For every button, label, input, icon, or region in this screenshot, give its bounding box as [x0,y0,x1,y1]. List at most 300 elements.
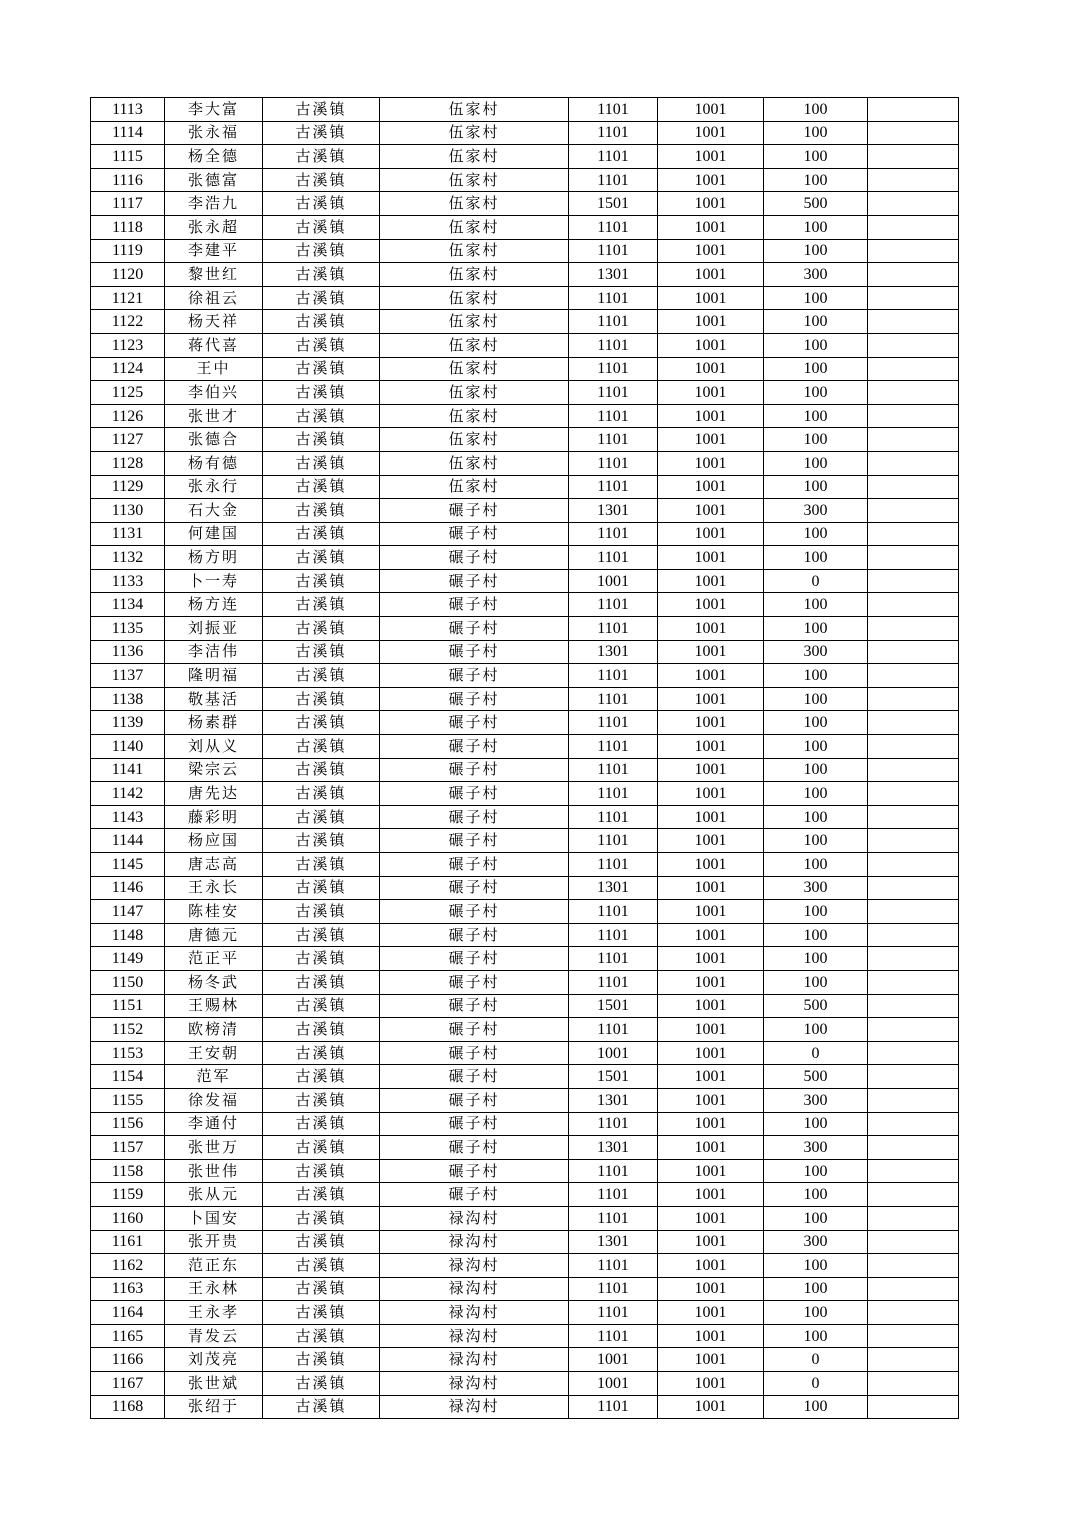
row-number-cell: 1168 [91,1395,165,1419]
note-cell [868,593,959,617]
value-b-cell: 1001 [658,333,764,357]
row-number-cell: 1121 [91,286,165,310]
town-cell: 古溪镇 [263,1324,380,1348]
row-number-cell: 1130 [91,499,165,523]
row-number-cell: 1156 [91,1112,165,1136]
row-number-cell: 1137 [91,664,165,688]
difference-cell: 100 [764,121,868,145]
value-b-cell: 1001 [658,428,764,452]
note-cell [868,876,959,900]
town-cell: 古溪镇 [263,758,380,782]
village-cell: 伍家村 [380,381,569,405]
value-b-cell: 1001 [658,145,764,169]
value-a-cell: 1101 [569,546,658,570]
town-cell: 古溪镇 [263,805,380,829]
difference-cell: 100 [764,381,868,405]
difference-cell: 100 [764,357,868,381]
name-cell: 张世斌 [165,1372,263,1396]
value-b-cell: 1001 [658,1301,764,1325]
name-cell: 杨冬武 [165,970,263,994]
village-cell: 碾子村 [380,640,569,664]
row-number-cell: 1145 [91,853,165,877]
note-cell [868,923,959,947]
note-cell [868,1206,959,1230]
difference-cell: 100 [764,617,868,641]
difference-cell: 100 [764,853,868,877]
table-row [91,239,959,263]
note-cell [868,1301,959,1325]
table-row [91,1065,959,1089]
row-number-cell: 1128 [91,451,165,475]
difference-cell: 0 [764,569,868,593]
name-cell: 杨天祥 [165,310,263,334]
name-cell: 卜国安 [165,1206,263,1230]
value-a-cell: 1101 [569,1324,658,1348]
value-b-cell: 1001 [658,900,764,924]
table-row [91,711,959,735]
value-b-cell: 1001 [658,1065,764,1089]
row-number-cell: 1126 [91,404,165,428]
village-cell: 碾子村 [380,853,569,877]
note-cell [868,1088,959,1112]
value-a-cell: 1101 [569,428,658,452]
difference-cell: 100 [764,1324,868,1348]
table-row [91,310,959,334]
village-cell: 禄沟村 [380,1230,569,1254]
value-b-cell: 1001 [658,1348,764,1372]
town-cell: 古溪镇 [263,876,380,900]
difference-cell: 100 [764,475,868,499]
value-b-cell: 1001 [658,381,764,405]
table-row [91,381,959,405]
town-cell: 古溪镇 [263,192,380,216]
difference-cell: 100 [764,1018,868,1042]
difference-cell: 500 [764,192,868,216]
village-cell: 碾子村 [380,711,569,735]
name-cell: 王永林 [165,1277,263,1301]
town-cell: 古溪镇 [263,239,380,263]
row-number-cell: 1146 [91,876,165,900]
name-cell: 李建平 [165,239,263,263]
town-cell: 古溪镇 [263,428,380,452]
value-b-cell: 1001 [658,239,764,263]
table-row [91,664,959,688]
note-cell [868,381,959,405]
village-cell: 碾子村 [380,782,569,806]
note-cell [868,333,959,357]
value-a-cell: 1101 [569,357,658,381]
table-row [91,1206,959,1230]
name-cell: 王安朝 [165,1041,263,1065]
note-cell [868,687,959,711]
note-cell [868,1018,959,1042]
town-cell: 古溪镇 [263,98,380,122]
value-a-cell: 1101 [569,1112,658,1136]
table-row [91,263,959,287]
value-b-cell: 1001 [658,711,764,735]
difference-cell: 300 [764,1088,868,1112]
table-row [91,451,959,475]
value-b-cell: 1001 [658,1206,764,1230]
value-b-cell: 1001 [658,121,764,145]
town-cell: 古溪镇 [263,1395,380,1419]
value-b-cell: 1001 [658,1041,764,1065]
table-row [91,1230,959,1254]
name-cell: 王中 [165,357,263,381]
note-cell [868,168,959,192]
row-number-cell: 1136 [91,640,165,664]
table-row [91,1018,959,1042]
value-a-cell: 1101 [569,664,658,688]
difference-cell: 100 [764,687,868,711]
town-cell: 古溪镇 [263,900,380,924]
village-cell: 伍家村 [380,310,569,334]
name-cell: 唐志高 [165,853,263,877]
name-cell: 唐德元 [165,923,263,947]
row-number-cell: 1152 [91,1018,165,1042]
value-b-cell: 1001 [658,522,764,546]
table-row [91,1324,959,1348]
note-cell [868,263,959,287]
value-a-cell: 1101 [569,1183,658,1207]
name-cell: 敬基活 [165,687,263,711]
value-a-cell: 1101 [569,853,658,877]
difference-cell: 100 [764,805,868,829]
value-a-cell: 1101 [569,829,658,853]
note-cell [868,1183,959,1207]
row-number-cell: 1115 [91,145,165,169]
note-cell [868,640,959,664]
name-cell: 梁宗云 [165,758,263,782]
value-b-cell: 1001 [658,617,764,641]
value-a-cell: 1101 [569,98,658,122]
note-cell [868,782,959,806]
row-number-cell: 1124 [91,357,165,381]
row-number-cell: 1135 [91,617,165,641]
note-cell [868,1112,959,1136]
village-cell: 伍家村 [380,145,569,169]
difference-cell: 100 [764,1301,868,1325]
difference-cell: 100 [764,1183,868,1207]
village-cell: 碾子村 [380,664,569,688]
value-b-cell: 1001 [658,994,764,1018]
value-a-cell: 1101 [569,310,658,334]
value-b-cell: 1001 [658,1254,764,1278]
note-cell [868,1065,959,1089]
value-b-cell: 1001 [658,263,764,287]
row-number-cell: 1141 [91,758,165,782]
town-cell: 古溪镇 [263,168,380,192]
town-cell: 古溪镇 [263,664,380,688]
village-cell: 碾子村 [380,1112,569,1136]
value-b-cell: 1001 [658,593,764,617]
row-number-cell: 1125 [91,381,165,405]
table-row [91,98,959,122]
village-cell: 碾子村 [380,1136,569,1160]
difference-cell: 100 [764,664,868,688]
value-b-cell: 1001 [658,1183,764,1207]
table-row [91,853,959,877]
table-row [91,1136,959,1160]
table-row [91,1277,959,1301]
village-cell: 碾子村 [380,569,569,593]
note-cell [868,1372,959,1396]
row-number-cell: 1120 [91,263,165,287]
row-number-cell: 1155 [91,1088,165,1112]
value-a-cell: 1101 [569,923,658,947]
name-cell: 刘茂亮 [165,1348,263,1372]
value-b-cell: 1001 [658,168,764,192]
value-a-cell: 1101 [569,593,658,617]
note-cell [868,239,959,263]
value-a-cell: 1101 [569,947,658,971]
note-cell [868,664,959,688]
difference-cell: 100 [764,782,868,806]
town-cell: 古溪镇 [263,1183,380,1207]
town-cell: 古溪镇 [263,357,380,381]
name-cell: 张永福 [165,121,263,145]
row-number-cell: 1142 [91,782,165,806]
value-a-cell: 1501 [569,192,658,216]
town-cell: 古溪镇 [263,522,380,546]
village-cell: 碾子村 [380,1041,569,1065]
value-a-cell: 1101 [569,1395,658,1419]
table-row [91,286,959,310]
value-b-cell: 1001 [658,310,764,334]
town-cell: 古溪镇 [263,1041,380,1065]
town-cell: 古溪镇 [263,546,380,570]
value-b-cell: 1001 [658,1018,764,1042]
table-row [91,994,959,1018]
name-cell: 张从元 [165,1183,263,1207]
town-cell: 古溪镇 [263,145,380,169]
row-number-cell: 1163 [91,1277,165,1301]
village-cell: 碾子村 [380,876,569,900]
note-cell [868,758,959,782]
name-cell: 李伯兴 [165,381,263,405]
note-cell [868,404,959,428]
village-cell: 禄沟村 [380,1254,569,1278]
row-number-cell: 1161 [91,1230,165,1254]
note-cell [868,215,959,239]
table-row [91,1159,959,1183]
difference-cell: 300 [764,263,868,287]
village-cell: 碾子村 [380,546,569,570]
value-b-cell: 1001 [658,192,764,216]
value-a-cell: 1101 [569,215,658,239]
table-row [91,1301,959,1325]
table-row [91,215,959,239]
town-cell: 古溪镇 [263,1136,380,1160]
table-row [91,947,959,971]
value-b-cell: 1001 [658,947,764,971]
note-cell [868,853,959,877]
table-row [91,1088,959,1112]
value-b-cell: 1001 [658,1136,764,1160]
difference-cell: 100 [764,451,868,475]
name-cell: 徐发福 [165,1088,263,1112]
town-cell: 古溪镇 [263,310,380,334]
note-cell [868,1041,959,1065]
row-number-cell: 1147 [91,900,165,924]
difference-cell: 100 [764,947,868,971]
table-row [91,1112,959,1136]
difference-cell: 100 [764,1206,868,1230]
village-cell: 伍家村 [380,121,569,145]
table-row [91,923,959,947]
difference-cell: 100 [764,522,868,546]
town-cell: 古溪镇 [263,475,380,499]
row-number-cell: 1149 [91,947,165,971]
row-number-cell: 1131 [91,522,165,546]
village-cell: 碾子村 [380,970,569,994]
name-cell: 杨全德 [165,145,263,169]
note-cell [868,121,959,145]
village-cell: 碾子村 [380,758,569,782]
value-a-cell: 1101 [569,475,658,499]
table-row [91,192,959,216]
value-a-cell: 1101 [569,1159,658,1183]
village-cell: 伍家村 [380,451,569,475]
value-b-cell: 1001 [658,640,764,664]
name-cell: 张绍于 [165,1395,263,1419]
data-table [90,97,959,1419]
table-row [91,522,959,546]
village-cell: 碾子村 [380,1159,569,1183]
note-cell [868,357,959,381]
difference-cell: 100 [764,546,868,570]
town-cell: 古溪镇 [263,1301,380,1325]
name-cell: 刘振亚 [165,617,263,641]
value-a-cell: 1101 [569,1277,658,1301]
value-a-cell: 1501 [569,1065,658,1089]
value-b-cell: 1001 [658,98,764,122]
row-number-cell: 1114 [91,121,165,145]
row-number-cell: 1122 [91,310,165,334]
town-cell: 古溪镇 [263,286,380,310]
row-number-cell: 1116 [91,168,165,192]
value-b-cell: 1001 [658,758,764,782]
table-row [91,145,959,169]
difference-cell: 300 [764,876,868,900]
row-number-cell: 1164 [91,1301,165,1325]
difference-cell: 100 [764,428,868,452]
note-cell [868,475,959,499]
row-number-cell: 1132 [91,546,165,570]
value-b-cell: 1001 [658,546,764,570]
name-cell: 李大富 [165,98,263,122]
row-number-cell: 1138 [91,687,165,711]
name-cell: 范军 [165,1065,263,1089]
difference-cell: 100 [764,1277,868,1301]
value-b-cell: 1001 [658,1277,764,1301]
town-cell: 古溪镇 [263,711,380,735]
note-cell [868,829,959,853]
town-cell: 古溪镇 [263,1348,380,1372]
village-cell: 碾子村 [380,994,569,1018]
difference-cell: 100 [764,758,868,782]
row-number-cell: 1150 [91,970,165,994]
value-b-cell: 1001 [658,1112,764,1136]
name-cell: 藤彩明 [165,805,263,829]
row-number-cell: 1123 [91,333,165,357]
note-cell [868,499,959,523]
value-a-cell: 1101 [569,1254,658,1278]
table-row [91,593,959,617]
difference-cell: 100 [764,923,868,947]
note-cell [868,1254,959,1278]
name-cell: 张世万 [165,1136,263,1160]
town-cell: 古溪镇 [263,853,380,877]
row-number-cell: 1140 [91,735,165,759]
name-cell: 石大金 [165,499,263,523]
town-cell: 古溪镇 [263,1230,380,1254]
row-number-cell: 1127 [91,428,165,452]
town-cell: 古溪镇 [263,333,380,357]
value-b-cell: 1001 [658,1159,764,1183]
row-number-cell: 1151 [91,994,165,1018]
value-a-cell: 1101 [569,239,658,263]
table-row [91,687,959,711]
table-row [91,569,959,593]
name-cell: 欧榜清 [165,1018,263,1042]
name-cell: 杨有德 [165,451,263,475]
value-a-cell: 1101 [569,735,658,759]
name-cell: 范正东 [165,1254,263,1278]
row-number-cell: 1158 [91,1159,165,1183]
village-cell: 伍家村 [380,428,569,452]
row-number-cell: 1167 [91,1372,165,1396]
value-b-cell: 1001 [658,876,764,900]
name-cell: 张永超 [165,215,263,239]
difference-cell: 100 [764,168,868,192]
value-a-cell: 1101 [569,758,658,782]
value-b-cell: 1001 [658,451,764,475]
note-cell [868,310,959,334]
town-cell: 古溪镇 [263,263,380,287]
table-row [91,1183,959,1207]
value-b-cell: 1001 [658,286,764,310]
note-cell [868,1324,959,1348]
town-cell: 古溪镇 [263,569,380,593]
value-a-cell: 1301 [569,1230,658,1254]
village-cell: 伍家村 [380,404,569,428]
name-cell: 隆明福 [165,664,263,688]
note-cell [868,522,959,546]
difference-cell: 100 [764,98,868,122]
row-number-cell: 1166 [91,1348,165,1372]
difference-cell: 100 [764,1254,868,1278]
note-cell [868,192,959,216]
name-cell: 李通付 [165,1112,263,1136]
name-cell: 卜一寿 [165,569,263,593]
name-cell: 张永行 [165,475,263,499]
table-row [91,1372,959,1396]
note-cell [868,1136,959,1160]
town-cell: 古溪镇 [263,1277,380,1301]
name-cell: 杨方连 [165,593,263,617]
note-cell [868,1348,959,1372]
row-number-cell: 1160 [91,1206,165,1230]
name-cell: 何建国 [165,522,263,546]
difference-cell: 100 [764,239,868,263]
table-row [91,758,959,782]
note-cell [868,98,959,122]
note-cell [868,1159,959,1183]
row-number-cell: 1143 [91,805,165,829]
row-number-cell: 1162 [91,1254,165,1278]
town-cell: 古溪镇 [263,617,380,641]
